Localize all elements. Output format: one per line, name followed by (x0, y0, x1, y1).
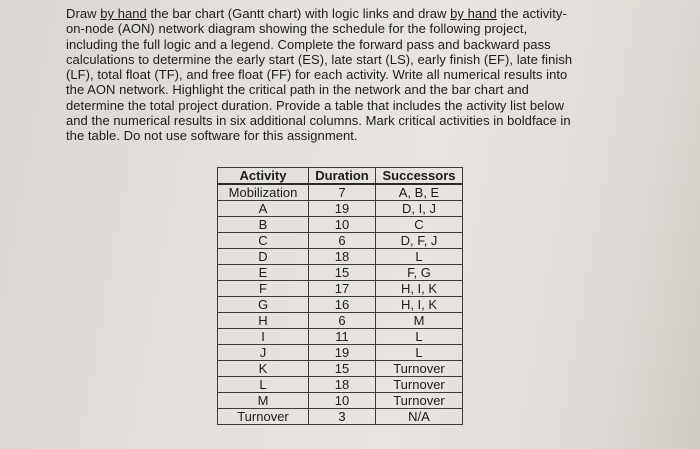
cell-duration: 15 (309, 361, 376, 377)
cell-successors: L (376, 249, 463, 265)
cell-duration: 16 (309, 297, 376, 313)
table-row (218, 201, 463, 217)
instruction-line-1 (66, 6, 636, 21)
table-row (218, 329, 463, 345)
instruction-line: (LF), total float (TF), and free float (FF) for each activity. Write all numerical results into (66, 67, 568, 83)
table-row (218, 233, 463, 249)
cell-successors: H, I, K (376, 297, 463, 313)
header-duration: Duration (309, 168, 376, 185)
cell-successors: N/A (376, 409, 463, 425)
instruction-line: calculations to determine the early start (ES), late start (LS), early finish (EF), late finish (66, 51, 573, 67)
activity-table (217, 167, 463, 425)
cell-activity: C (218, 233, 309, 249)
cell-activity: K (218, 361, 309, 377)
cell-duration: 6 (309, 313, 376, 329)
instruction-text: the bar chart (Gantt chart) with logic links and draw (146, 6, 451, 21)
cell-duration: 18 (309, 377, 376, 393)
cell-successors: D, I, J (376, 201, 463, 217)
cell-duration: 7 (309, 184, 376, 201)
cell-activity: A (218, 201, 309, 217)
table-row (218, 184, 463, 201)
cell-duration: 15 (309, 265, 376, 281)
cell-duration: 3 (309, 409, 376, 425)
cell-duration: 10 (309, 393, 376, 409)
instruction-text: the activity- (496, 6, 567, 21)
cell-duration: 6 (309, 233, 376, 249)
table-header-row (218, 168, 463, 185)
assignment-instructions (66, 6, 636, 144)
cell-activity: F (218, 281, 309, 297)
cell-activity: H (218, 313, 309, 329)
instruction-line: determine the total project duration. Provide a table that includes the activity list below (66, 97, 565, 113)
table-row (218, 409, 463, 425)
cell-duration: 19 (309, 345, 376, 361)
header-successors: Successors (376, 168, 463, 185)
instruction-text: Draw (66, 6, 101, 21)
header-activity: Activity (218, 168, 309, 185)
cell-successors: L (376, 345, 463, 361)
table-row (218, 297, 463, 313)
instruction-line: the AON network. Highlight the critical path in the network and the bar chart and (66, 82, 529, 98)
instruction-line: including the full logic and a legend. Complete the forward pass and backward pass (66, 36, 551, 52)
cell-activity: M (218, 393, 309, 409)
cell-activity: Turnover (218, 409, 309, 425)
cell-successors: C (376, 217, 463, 233)
cell-successors: Turnover (376, 361, 463, 377)
table-row (218, 217, 463, 233)
instruction-line: on-node (AON) network diagram showing the schedule for the following project, (66, 21, 528, 37)
cell-duration: 19 (309, 201, 376, 217)
table-row (218, 281, 463, 297)
cell-activity: L (218, 377, 309, 393)
cell-duration: 18 (309, 249, 376, 265)
table-row (218, 313, 463, 329)
cell-successors: M (376, 313, 463, 329)
cell-activity: Mobilization (218, 184, 309, 201)
instruction-line: the table. Do not use software for this assignment. (66, 128, 358, 144)
cell-duration: 17 (309, 281, 376, 297)
cell-activity: I (218, 329, 309, 345)
table-row (218, 361, 463, 377)
cell-successors: A, B, E (376, 184, 463, 201)
table-row (218, 377, 463, 393)
cell-duration: 11 (309, 329, 376, 345)
cell-activity: D (218, 249, 309, 265)
cell-activity: J (218, 345, 309, 361)
cell-successors: Turnover (376, 377, 463, 393)
cell-activity: G (218, 297, 309, 313)
table-row (218, 265, 463, 281)
table-row (218, 249, 463, 265)
cell-successors: F, G (376, 265, 463, 281)
table-body (218, 184, 463, 425)
cell-successors: H, I, K (376, 281, 463, 297)
instruction-line: and the numerical results in six additional columns. Mark critical activities in boldface in (66, 113, 571, 129)
table-row (218, 345, 463, 361)
cell-successors: D, F, J (376, 233, 463, 249)
cell-successors: L (376, 329, 463, 345)
underlined-by-hand: by hand (100, 6, 147, 21)
cell-activity: B (218, 217, 309, 233)
cell-duration: 10 (309, 217, 376, 233)
underlined-by-hand: by hand (450, 6, 497, 21)
table-row (218, 393, 463, 409)
cell-successors: Turnover (376, 393, 463, 409)
cell-activity: E (218, 265, 309, 281)
